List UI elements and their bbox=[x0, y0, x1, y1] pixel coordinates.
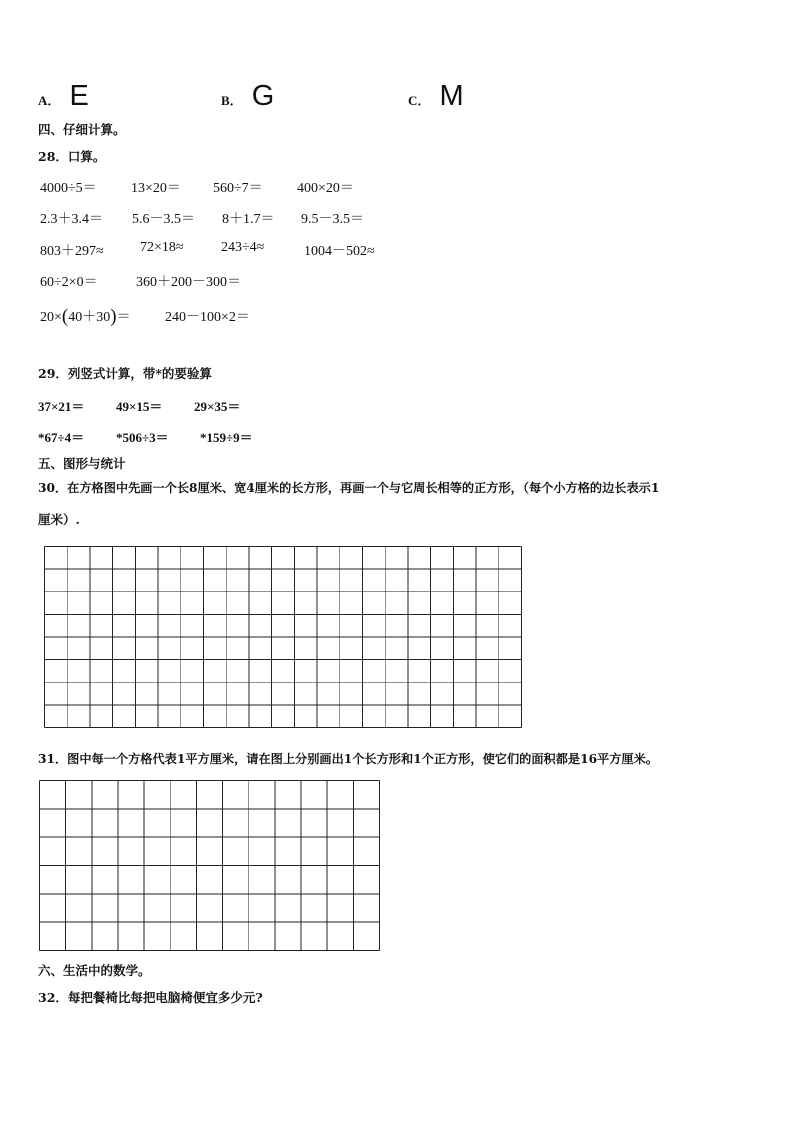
q28-item: 5.6－3.5＝ bbox=[132, 212, 195, 227]
q28-item: 4000÷5＝ bbox=[40, 181, 97, 196]
q28-item: 240－100×2＝ bbox=[165, 310, 250, 325]
q30-text-line-2: 厘米）. bbox=[38, 512, 80, 527]
q28-item: 72×18≈ bbox=[140, 240, 184, 255]
q28-row-5 bbox=[40, 306, 250, 326]
q28-row-1 bbox=[40, 177, 354, 197]
option-a-letter: E bbox=[69, 80, 89, 112]
option-a bbox=[38, 82, 89, 111]
q28-row-4 bbox=[40, 271, 241, 291]
q28-title: 28．口算。 bbox=[38, 149, 106, 164]
q29-title: 29．列竖式计算，带*的要验算 bbox=[38, 366, 212, 381]
q28-item: 400×20＝ bbox=[297, 181, 354, 196]
q28-item: 1004－502≈ bbox=[304, 244, 375, 259]
q28-item: 8＋1.7＝ bbox=[222, 212, 275, 227]
option-b bbox=[221, 82, 274, 111]
q30-text-line-1: 30．在方格图中先画一个长8厘米、宽4厘米的长方形，再画一个与它周长相等的正方形，（每个小方格的边长表示1 bbox=[38, 481, 660, 495]
q30-square-grid[interactable] bbox=[44, 546, 522, 728]
q29-row-2 bbox=[38, 427, 253, 446]
q29-item: 49×15＝ bbox=[116, 399, 163, 414]
q28-item: 360＋200－300＝ bbox=[136, 275, 241, 290]
q29-row-1 bbox=[38, 396, 240, 415]
q28-item: 60÷2×0＝ bbox=[40, 275, 98, 290]
q28-item: 9.5－3.5＝ bbox=[301, 212, 364, 227]
q29-item: *159÷9＝ bbox=[200, 430, 253, 445]
q31-square-grid[interactable] bbox=[39, 780, 380, 951]
q29-item: 29×35＝ bbox=[194, 399, 241, 414]
q29-item: *506÷3＝ bbox=[116, 430, 169, 445]
option-c bbox=[408, 82, 464, 111]
q28-item: 13×20＝ bbox=[131, 181, 181, 196]
option-c-letter: M bbox=[439, 80, 464, 112]
q28-item-paren: 20×(40＋30)＝ bbox=[40, 306, 131, 327]
q28-row-3 bbox=[40, 240, 375, 260]
left-paren: ( bbox=[61, 306, 69, 327]
section-5-title: 五、图形与统计 bbox=[38, 456, 126, 471]
option-c-label: C． bbox=[408, 93, 431, 108]
option-b-letter: G bbox=[251, 80, 275, 112]
q32-text: 32．每把餐椅比每把电脑椅便宜多少元? bbox=[38, 990, 263, 1005]
option-a-label: A． bbox=[38, 93, 61, 108]
option-b-label: B． bbox=[221, 93, 243, 108]
q29-item: *67÷4＝ bbox=[38, 430, 85, 445]
q28-item: 2.3＋3.4＝ bbox=[40, 212, 103, 227]
q28-item: 243÷4≈ bbox=[221, 240, 265, 255]
q31-text: 31．图中每一个方格代表1平方厘米，请在图上分别画出1个长方形和1个正方形，使它们的面积都是16平方厘米。 bbox=[38, 752, 658, 766]
q28-item: 560÷7＝ bbox=[213, 181, 263, 196]
right-paren: ) bbox=[110, 306, 117, 327]
q28-item: 803＋297≈ bbox=[40, 244, 104, 259]
section-6-title: 六、生活中的数学。 bbox=[38, 963, 151, 978]
section-4-title: 四、仔细计算。 bbox=[38, 122, 126, 137]
q28-row-2 bbox=[40, 208, 364, 228]
q29-item: 37×21＝ bbox=[38, 399, 85, 414]
